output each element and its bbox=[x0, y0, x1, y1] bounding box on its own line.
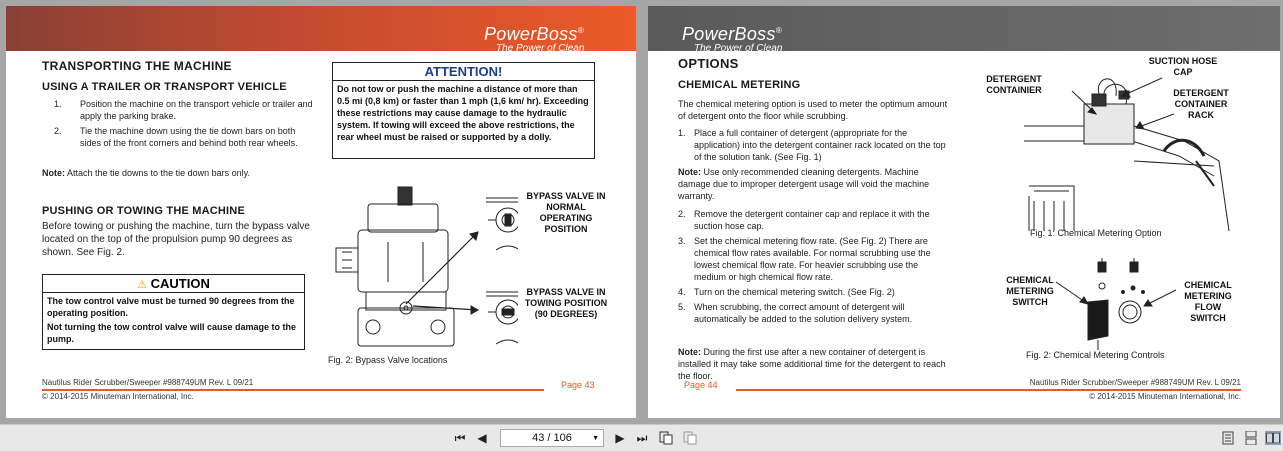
page-banner bbox=[648, 6, 1280, 54]
note-1: Note: Use only recommended cleaning detergents. Machine damage due to improper detergent usage will void the machine warranty. bbox=[678, 167, 930, 201]
page-select[interactable] bbox=[500, 429, 604, 447]
attention-title: ATTENTION! bbox=[333, 63, 594, 81]
next-page-button[interactable] bbox=[612, 431, 628, 445]
page-number: Page 43 bbox=[561, 380, 595, 390]
continuous-view-button[interactable] bbox=[1243, 431, 1259, 445]
attention-text: Do not tow or push the machine a distance of more than 0.5 mi (0,8 km) or faster than 1 mph (1,6 km/ hr). Exceeding these restrictions may cause damage to the hydraulic system. If towing will exceed the above restrictions, the rear wheel must be raised or supported by a dolly. bbox=[337, 84, 589, 142]
label-normal-position: BYPASS VALVE IN NORMAL OPERATING POSITION bbox=[526, 191, 606, 234]
list-item: 2. Tie the machine down using the tie down bars on both sides of the front corners and behind both rear wheels. bbox=[54, 126, 298, 148]
two-page-view-button[interactable] bbox=[1265, 431, 1281, 445]
first-page-button[interactable] bbox=[452, 431, 468, 445]
list-item: 1. Position the machine on the transport vehicle or trailer and apply the parking brake. bbox=[54, 99, 313, 121]
caution-line-1: The tow control valve must be turned 90 degrees from the operating position. bbox=[47, 296, 295, 318]
continuous-view-icon bbox=[1245, 431, 1257, 445]
page-number: Page 44 bbox=[684, 380, 718, 390]
first-page-icon: ⏮ bbox=[454, 430, 466, 445]
prev-page-button[interactable] bbox=[474, 431, 490, 445]
rotate-icon bbox=[659, 431, 673, 445]
list-item: 3. Set the chemical metering flow rate. (See Fig. 2) There are chemical flow rates available. For normal scrubbing use the lowest chemical flow rate. For heavier scrubbing use the medium or high chemical flow rate. bbox=[678, 236, 931, 282]
last-page-button[interactable] bbox=[634, 431, 650, 445]
label-suction-hose-cap: SUCTION HOSE CAP bbox=[1148, 56, 1218, 77]
caution-box bbox=[42, 274, 305, 350]
list-item: 5. When scrubbing, the correct amount of detergent will automatically be added to the solution delivery system. bbox=[678, 302, 913, 324]
last-page-icon: ⏭ bbox=[636, 430, 648, 445]
list-item: 1. Place a full container of detergent (appropriate for the application) into the detergent container rack located on the top of the solution tank. (See Fig. 1) bbox=[678, 128, 946, 162]
single-page-view-button[interactable] bbox=[1220, 431, 1236, 445]
page-43 bbox=[6, 6, 636, 418]
section-title: OPTIONS bbox=[678, 56, 739, 71]
attention-box bbox=[332, 62, 595, 159]
page-44 bbox=[648, 6, 1280, 418]
label-flow-switch: CHEMICAL METERING FLOW SWITCH bbox=[1184, 280, 1232, 323]
warning-triangle-icon: ⚠ bbox=[137, 279, 148, 291]
label-towing-position: BYPASS VALVE IN TOWING POSITION (90 DEGREES) bbox=[524, 287, 608, 319]
figure-caption: Fig. 2: Bypass Valve locations bbox=[328, 355, 448, 365]
chemical-heading: CHEMICAL METERING bbox=[678, 79, 801, 91]
pushing-text: Before towing or pushing the machine, turn the bypass valve located on the top of the propulsion pump 90 degrees as shown. See Fig. 2. bbox=[42, 221, 310, 258]
page-banner bbox=[6, 6, 636, 54]
section-title: TRANSPORTING THE MACHINE bbox=[42, 59, 232, 73]
trailer-note: Note: Attach the tie downs to the tie down bars only. bbox=[42, 168, 250, 178]
chevron-down-icon: ▼ bbox=[592, 434, 599, 442]
fit-button[interactable] bbox=[682, 431, 698, 445]
footer-doc-id: Nautilus Rider Scrubber/Sweeper #988749UM Rev. L 09/21 bbox=[1029, 378, 1241, 387]
prev-page-icon: ◀ bbox=[477, 431, 487, 445]
fig2-caption: Fig. 2: Chemical Metering Controls bbox=[1026, 350, 1165, 360]
single-page-view-icon bbox=[1222, 431, 1234, 445]
pushing-heading: PUSHING OR TOWING THE MACHINE bbox=[42, 205, 245, 217]
fig1-caption: Fig. 1: Chemical Metering Option bbox=[1030, 228, 1162, 238]
list-item: 2. Remove the detergent container cap and replace it with the suction hose cap. bbox=[678, 209, 930, 231]
label-detergent-rack: DETERGENT CONTAINER RACK bbox=[1173, 88, 1229, 120]
trailer-heading: USING A TRAILER OR TRANSPORT VEHICLE bbox=[42, 81, 287, 93]
intro-text: The chemical metering option is used to meter the optimum amount of detergent onto the floor while scrubbing. bbox=[678, 99, 948, 121]
viewer-toolbar bbox=[0, 424, 1283, 451]
footer-copyright: © 2014-2015 Minuteman International, Inc. bbox=[1089, 392, 1241, 401]
steps-2-5 bbox=[678, 208, 948, 328]
list-item: 4. Turn on the chemical metering switch. (See Fig. 2) bbox=[678, 287, 895, 297]
page-indicator: 43 / 106 bbox=[532, 432, 572, 444]
footer-rule bbox=[736, 389, 1241, 391]
caution-line-2: Not turning the tow control valve will cause damage to the pump. bbox=[47, 322, 297, 344]
footer-rule bbox=[42, 389, 544, 391]
rotate-button[interactable] bbox=[658, 431, 674, 445]
caution-title: ⚠ CAUTION bbox=[43, 275, 304, 293]
footer-doc-id: Nautilus Rider Scrubber/Sweeper #988749UM Rev. L 09/21 bbox=[42, 378, 254, 387]
trailer-steps bbox=[54, 98, 314, 152]
next-page-icon: ▶ bbox=[615, 431, 625, 445]
footer-copyright: © 2014-2015 Minuteman International, Inc. bbox=[42, 392, 194, 401]
bypass-valve-figure bbox=[328, 182, 518, 352]
brand-logo: PowerBoss® The Power of Clean bbox=[682, 24, 783, 54]
two-page-view-icon bbox=[1266, 432, 1280, 444]
label-metering-switch: CHEMICAL METERING SWITCH bbox=[1006, 275, 1054, 307]
brand-logo: PowerBoss® The Power of Clean bbox=[484, 24, 585, 54]
label-detergent-container: DETERGENT CONTAINIER bbox=[986, 74, 1042, 95]
step-1 bbox=[678, 127, 948, 166]
note-2: Note: During the first use after a new container of detergent is installed it may take some additional time for the detergent to reach the floor. bbox=[678, 347, 946, 381]
fit-icon bbox=[683, 431, 697, 445]
